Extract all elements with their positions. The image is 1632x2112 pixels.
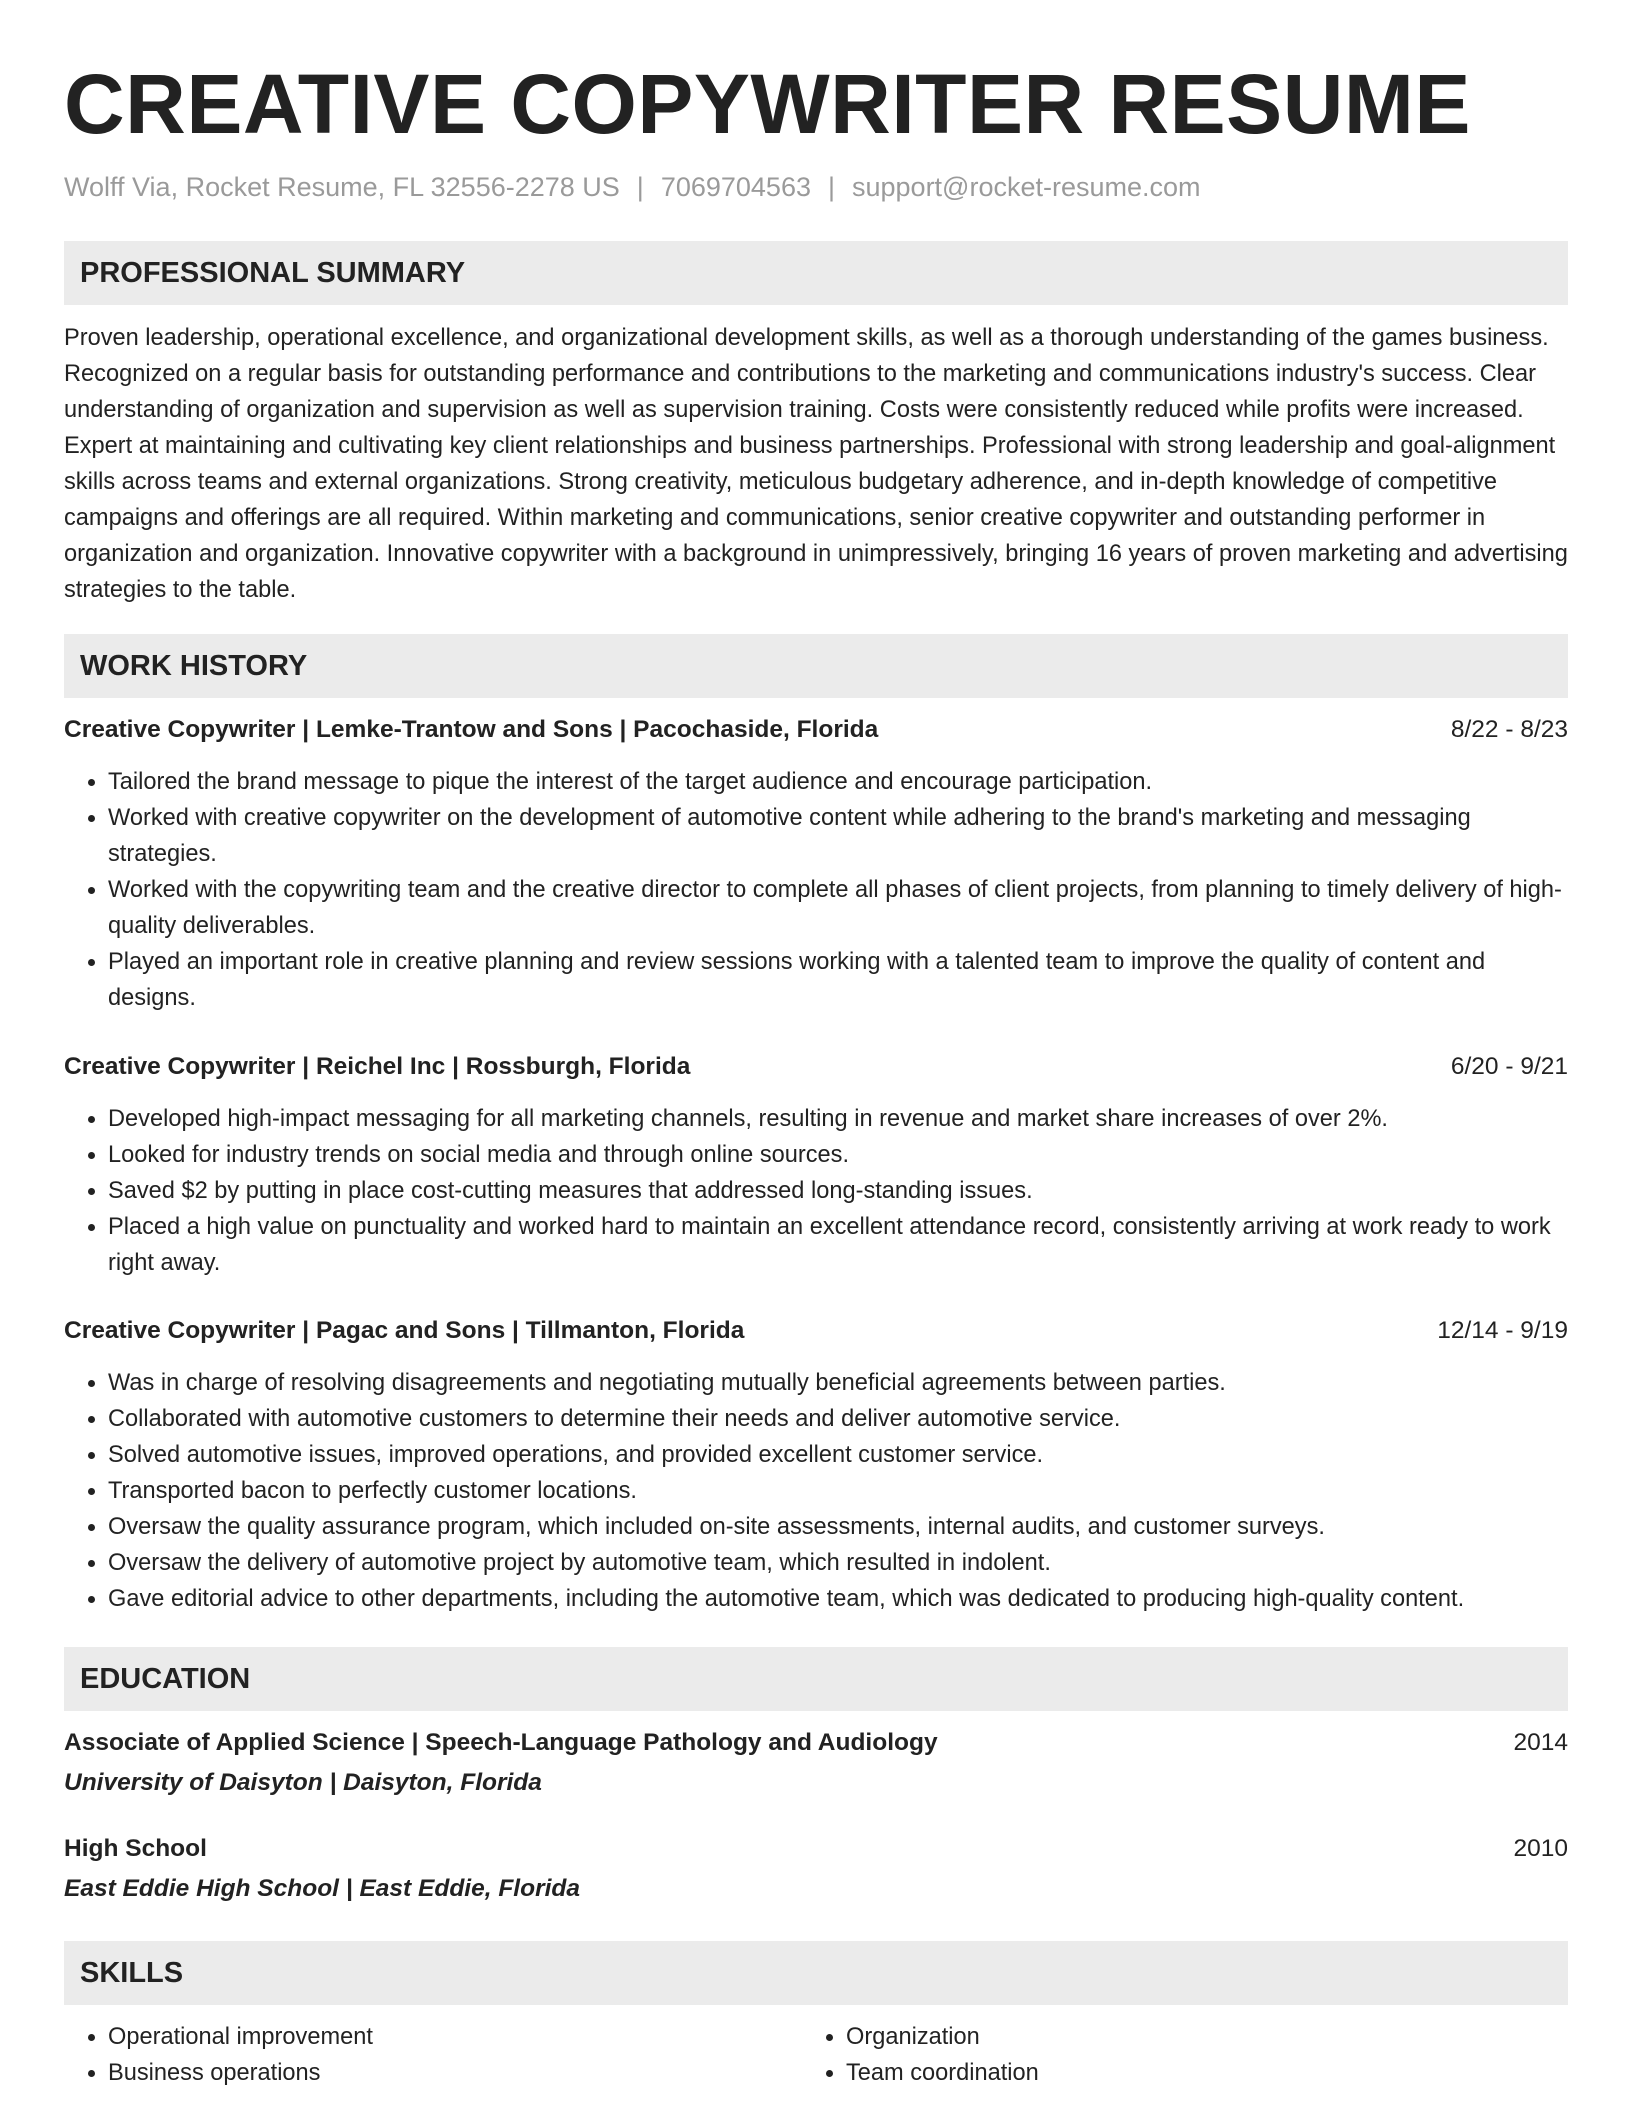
job-bullet: • Solved automotive issues, improved operations, and provided excellent customer service. xyxy=(108,1437,1568,1473)
resume-page xyxy=(64,0,1568,2091)
education-degree: Associate of Applied Science | Speech-Language Pathology and Audiology xyxy=(64,1729,938,1756)
education-header xyxy=(64,1725,1568,1761)
education-entry xyxy=(64,1831,1568,1907)
job-title: Creative Copywriter | Pagac and Sons | Tillmanton, Florida xyxy=(64,1317,745,1344)
skill-item: • Operational improvement xyxy=(108,2019,762,2055)
contact-email: support@rocket-resume.com xyxy=(852,172,1201,202)
education-degree: High School xyxy=(64,1835,207,1862)
job-bullets xyxy=(64,1365,1568,1617)
job-bullet: • Oversaw the delivery of automotive project by automotive team, which resulted in indolent. xyxy=(108,1545,1568,1581)
job-dates: 12/14 - 9/19 xyxy=(1437,1317,1568,1344)
summary-paragraph: Proven leadership, operational excellence, and organizational development skills, as well as a thorough understanding of the games business. Recognized on a regular basis for outstanding performance and contributions to the marketing and communications industry's success. Clear understanding of organization and supervision as well as supervision training. Costs were consistently reduced while profits were increased. Expert at maintaining and cultivating key client relationships and business partnerships. Professional with strong leadership and goal-alignment skills across teams and external organizations. Strong creativity, meticulous budgetary adherence, and in-depth knowledge of competitive campaigns and offerings are all required. Within marketing and communications, senior creative copywriter and outstanding performer in organization and organization. Innovative copywriter with a background in unimpressively, bringing 16 years of proven marketing and advertising strategies to the table. xyxy=(64,325,1568,603)
education-entry xyxy=(64,1725,1568,1801)
job-bullet: • Worked with creative copywriter on the development of automotive content while adhering to the brand's marketing and messaging strategies. xyxy=(108,800,1568,872)
job-bullet: • Played an important role in creative planning and review sessions working with a talented team to improve the quality of content and designs. xyxy=(108,944,1568,1016)
job-title: Creative Copywriter | Lemke-Trantow and Sons | Pacochaside, Florida xyxy=(64,716,879,743)
skill-item: • Organization xyxy=(846,2019,1500,2055)
contact-line xyxy=(64,170,1568,204)
skills-column-left xyxy=(64,2019,762,2091)
job-entry xyxy=(64,712,1568,1016)
skills-list xyxy=(64,2019,1568,2091)
contact-separator: | xyxy=(827,172,835,202)
job-bullet: • Was in charge of resolving disagreements and negotiating mutually beneficial agreements between parties. xyxy=(108,1365,1568,1401)
skills-column-right xyxy=(802,2019,1500,2091)
job-bullet: • Oversaw the quality assurance program, which included on-site assessments, internal audits, and customer surveys. xyxy=(108,1509,1568,1545)
education-school: University of Daisyton | Daisyton, Florida xyxy=(64,1769,542,1796)
job-bullet: • Saved $2 by putting in place cost-cutting measures that addressed long-standing issues. xyxy=(108,1173,1568,1209)
job-bullet: • Developed high-impact messaging for all marketing channels, resulting in revenue and market share increases of over 2%. xyxy=(108,1101,1568,1137)
job-bullet: • Tailored the brand message to pique the interest of the target audience and encourage participation. xyxy=(108,764,1568,800)
education-year: 2014 xyxy=(1513,1729,1568,1756)
section-heading-skills: SKILLS xyxy=(64,1941,1568,2005)
contact-separator: | xyxy=(636,172,644,202)
job-dates: 8/22 - 8/23 xyxy=(1450,716,1568,743)
job-bullet: • Gave editorial advice to other departments, including the automotive team, which was dedicated to producing high-quality content. xyxy=(108,1581,1568,1617)
education-school: East Eddie High School | East Eddie, Florida xyxy=(64,1875,580,1902)
job-header xyxy=(64,712,1568,748)
job-header xyxy=(64,1313,1568,1349)
section-heading-work-history: WORK HISTORY xyxy=(64,634,1568,698)
job-bullet: • Placed a high value on punctuality and worked hard to maintain an excellent attendance record, consistently arriving at work ready to work right away. xyxy=(108,1209,1568,1281)
job-title: Creative Copywriter | Reichel Inc | Rossburgh, Florida xyxy=(64,1053,691,1080)
job-bullet: • Worked with the copywriting team and the creative director to complete all phases of client projects, from planning to timely delivery of high-quality deliverables. xyxy=(108,872,1568,944)
job-bullet: • Collaborated with automotive customers to determine their needs and deliver automotive service. xyxy=(108,1401,1568,1437)
job-entry xyxy=(64,1313,1568,1617)
skill-item: • Business operations xyxy=(108,2055,762,2091)
job-bullets xyxy=(64,764,1568,1016)
job-bullet: • Looked for industry trends on social media and through online sources. xyxy=(108,1137,1568,1173)
contact-address: Wolff Via, Rocket Resume, FL 32556-2278 US xyxy=(64,172,620,202)
job-entry xyxy=(64,1049,1568,1281)
job-bullet: • Transported bacon to perfectly customer locations. xyxy=(108,1473,1568,1509)
education-year: 2010 xyxy=(1513,1835,1568,1862)
contact-phone: 7069704563 xyxy=(660,172,811,202)
education-header xyxy=(64,1831,1568,1867)
job-dates: 6/20 - 9/21 xyxy=(1450,1053,1568,1080)
job-header xyxy=(64,1049,1568,1085)
skill-item: • Team coordination xyxy=(846,2055,1500,2091)
job-bullets xyxy=(64,1101,1568,1281)
section-heading-summary: PROFESSIONAL SUMMARY xyxy=(64,241,1568,305)
resume-title: CREATIVE COPYWRITER RESUME xyxy=(64,57,1471,151)
section-heading-education: EDUCATION xyxy=(64,1647,1568,1711)
